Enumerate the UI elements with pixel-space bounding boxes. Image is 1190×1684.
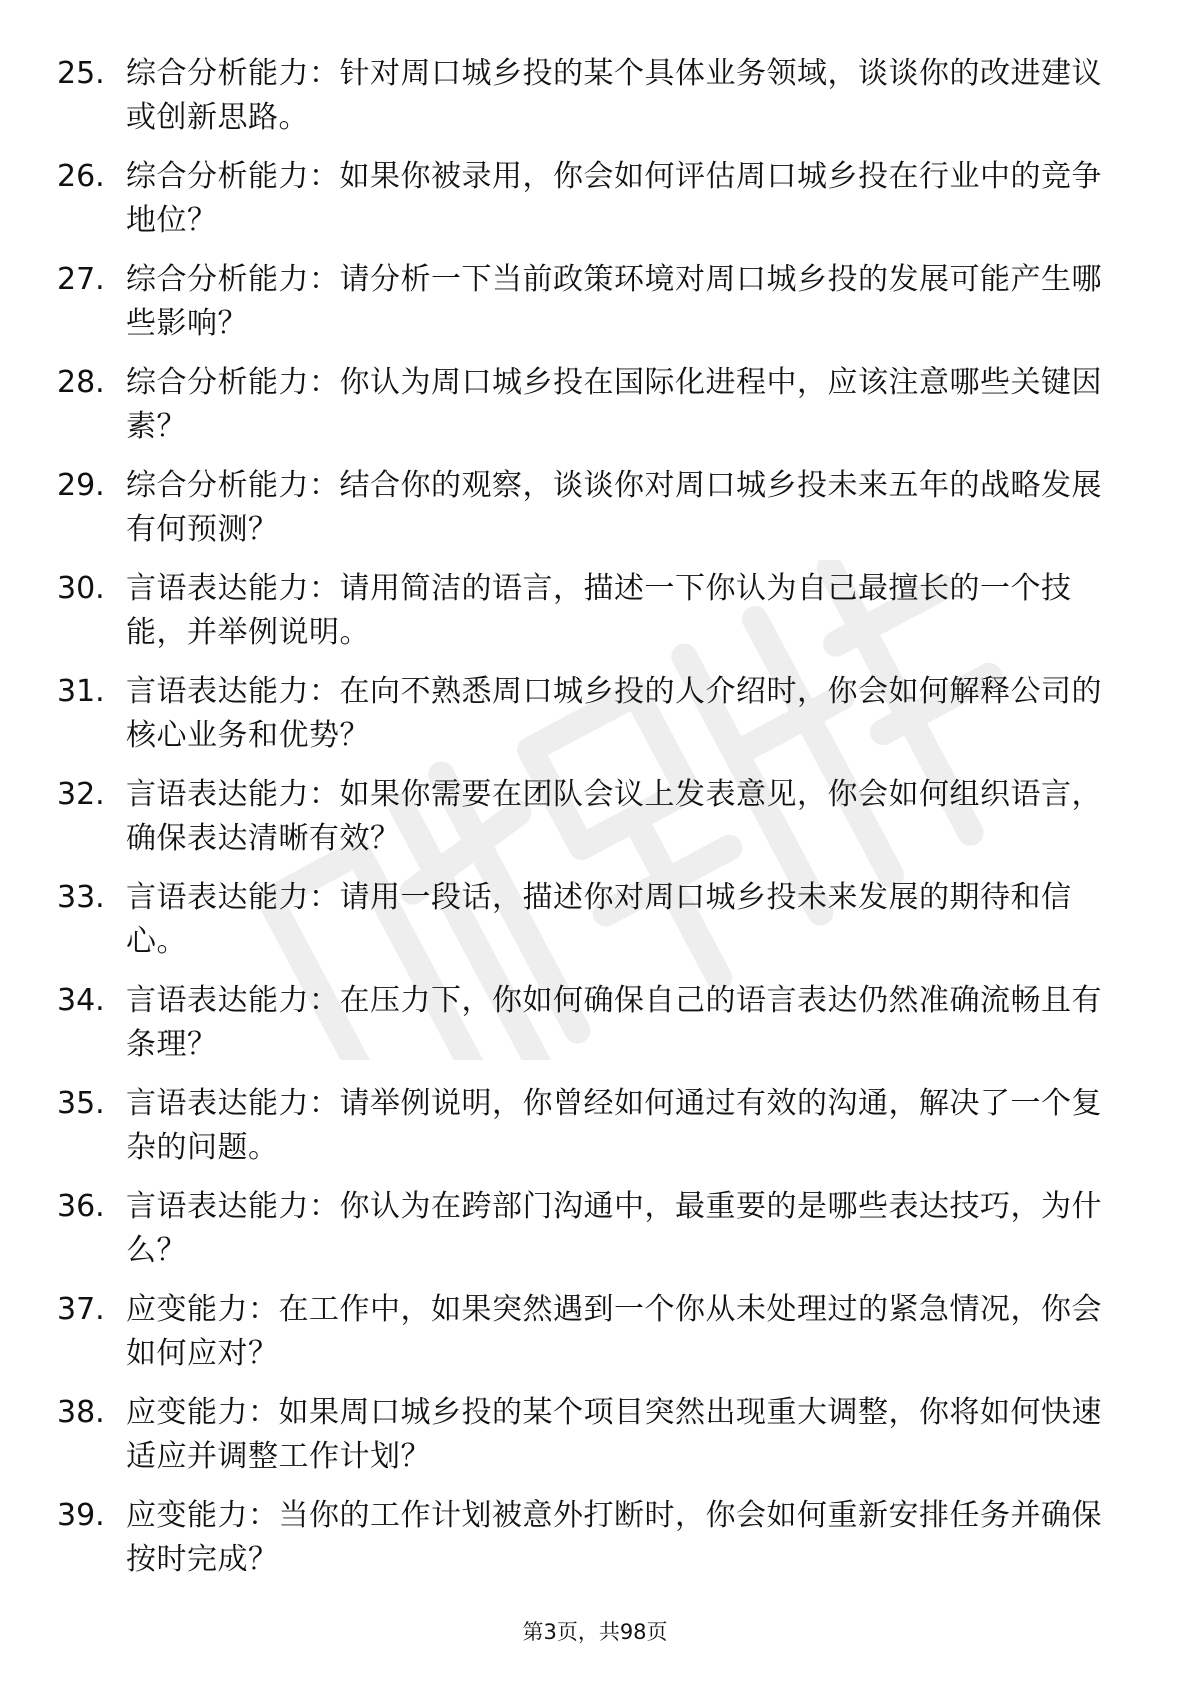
question-number: 34.: [57, 983, 105, 1018]
list-item: [0, 464, 1190, 567]
question-number: 30.: [57, 571, 105, 606]
question-text: 应变能力：在工作中，如果突然遇到一个你从未处理过的紧急情况，你会如何应对？: [126, 1292, 1102, 1371]
page-footer: [0, 1617, 1190, 1647]
question-text: 综合分析能力：请分析一下当前政策环境对周口城乡投的发展可能产生哪些影响？: [126, 262, 1102, 341]
question-text: 言语表达能力：在向不熟悉周口城乡投的人介绍时，你会如何解释公司的核心业务和优势？: [126, 674, 1102, 753]
question-number: 36.: [57, 1189, 105, 1224]
list-item: [0, 567, 1190, 670]
question-number: 27.: [57, 262, 105, 297]
question-number: 33.: [57, 880, 105, 915]
question-text: 应变能力：如果周口城乡投的某个项目突然出现重大调整，你将如何快速适应并调整工作计划？: [126, 1395, 1102, 1474]
question-number: 32.: [57, 777, 105, 812]
question-number: 29.: [57, 468, 105, 503]
list-item: [0, 1082, 1190, 1185]
question-text: 言语表达能力：请举例说明，你曾经如何通过有效的沟通，解决了一个复杂的问题。: [126, 1086, 1102, 1165]
question-number: 37.: [57, 1292, 105, 1327]
question-text: 言语表达能力：请用一段话，描述你对周口城乡投未来发展的期待和信心。: [126, 880, 1072, 959]
list-item: [0, 1494, 1190, 1597]
question-number: 25.: [57, 56, 105, 91]
list-item: [0, 155, 1190, 258]
question-text: 应变能力：当你的工作计划被意外打断时，你会如何重新安排任务并确保按时完成？: [126, 1498, 1102, 1577]
question-text: 言语表达能力：如果你需要在团队会议上发表意见，你会如何组织语言，确保表达清晰有效？: [126, 777, 1102, 856]
question-number: 38.: [57, 1395, 105, 1430]
question-text: 综合分析能力：结合你的观察，谈谈你对周口城乡投未来五年的战略发展有何预测？: [126, 468, 1102, 547]
list-item: [0, 979, 1190, 1082]
question-number: 39.: [57, 1498, 105, 1533]
question-number: 28.: [57, 365, 105, 400]
list-item: [0, 258, 1190, 361]
question-number: 35.: [57, 1086, 105, 1121]
list-item: [0, 670, 1190, 773]
question-text: 综合分析能力：针对周口城乡投的某个具体业务领域，谈谈你的改进建议或创新思路。: [126, 56, 1102, 135]
question-text: 言语表达能力：在压力下，你如何确保自己的语言表达仍然准确流畅且有条理？: [126, 983, 1102, 1062]
question-number: 31.: [57, 674, 105, 709]
list-item: [0, 773, 1190, 876]
question-text: 综合分析能力：如果你被录用，你会如何评估周口城乡投在行业中的竞争地位？: [126, 159, 1102, 238]
question-number: 26.: [57, 159, 105, 194]
list-item: [0, 1185, 1190, 1288]
list-item: [0, 52, 1190, 155]
question-text: 言语表达能力：请用简洁的语言，描述一下你认为自己最擅长的一个技能，并举例说明。: [126, 571, 1072, 650]
question-list: [0, 52, 1190, 1597]
page-indicator: 第3页，共98页: [522, 1620, 668, 1644]
list-item: [0, 1288, 1190, 1391]
list-item: [0, 876, 1190, 979]
question-text: 言语表达能力：你认为在跨部门沟通中，最重要的是哪些表达技巧，为什么？: [126, 1189, 1102, 1268]
list-item: [0, 1391, 1190, 1494]
question-text: 综合分析能力：你认为周口城乡投在国际化进程中，应该注意哪些关键因素？: [126, 365, 1102, 444]
list-item: [0, 361, 1190, 464]
